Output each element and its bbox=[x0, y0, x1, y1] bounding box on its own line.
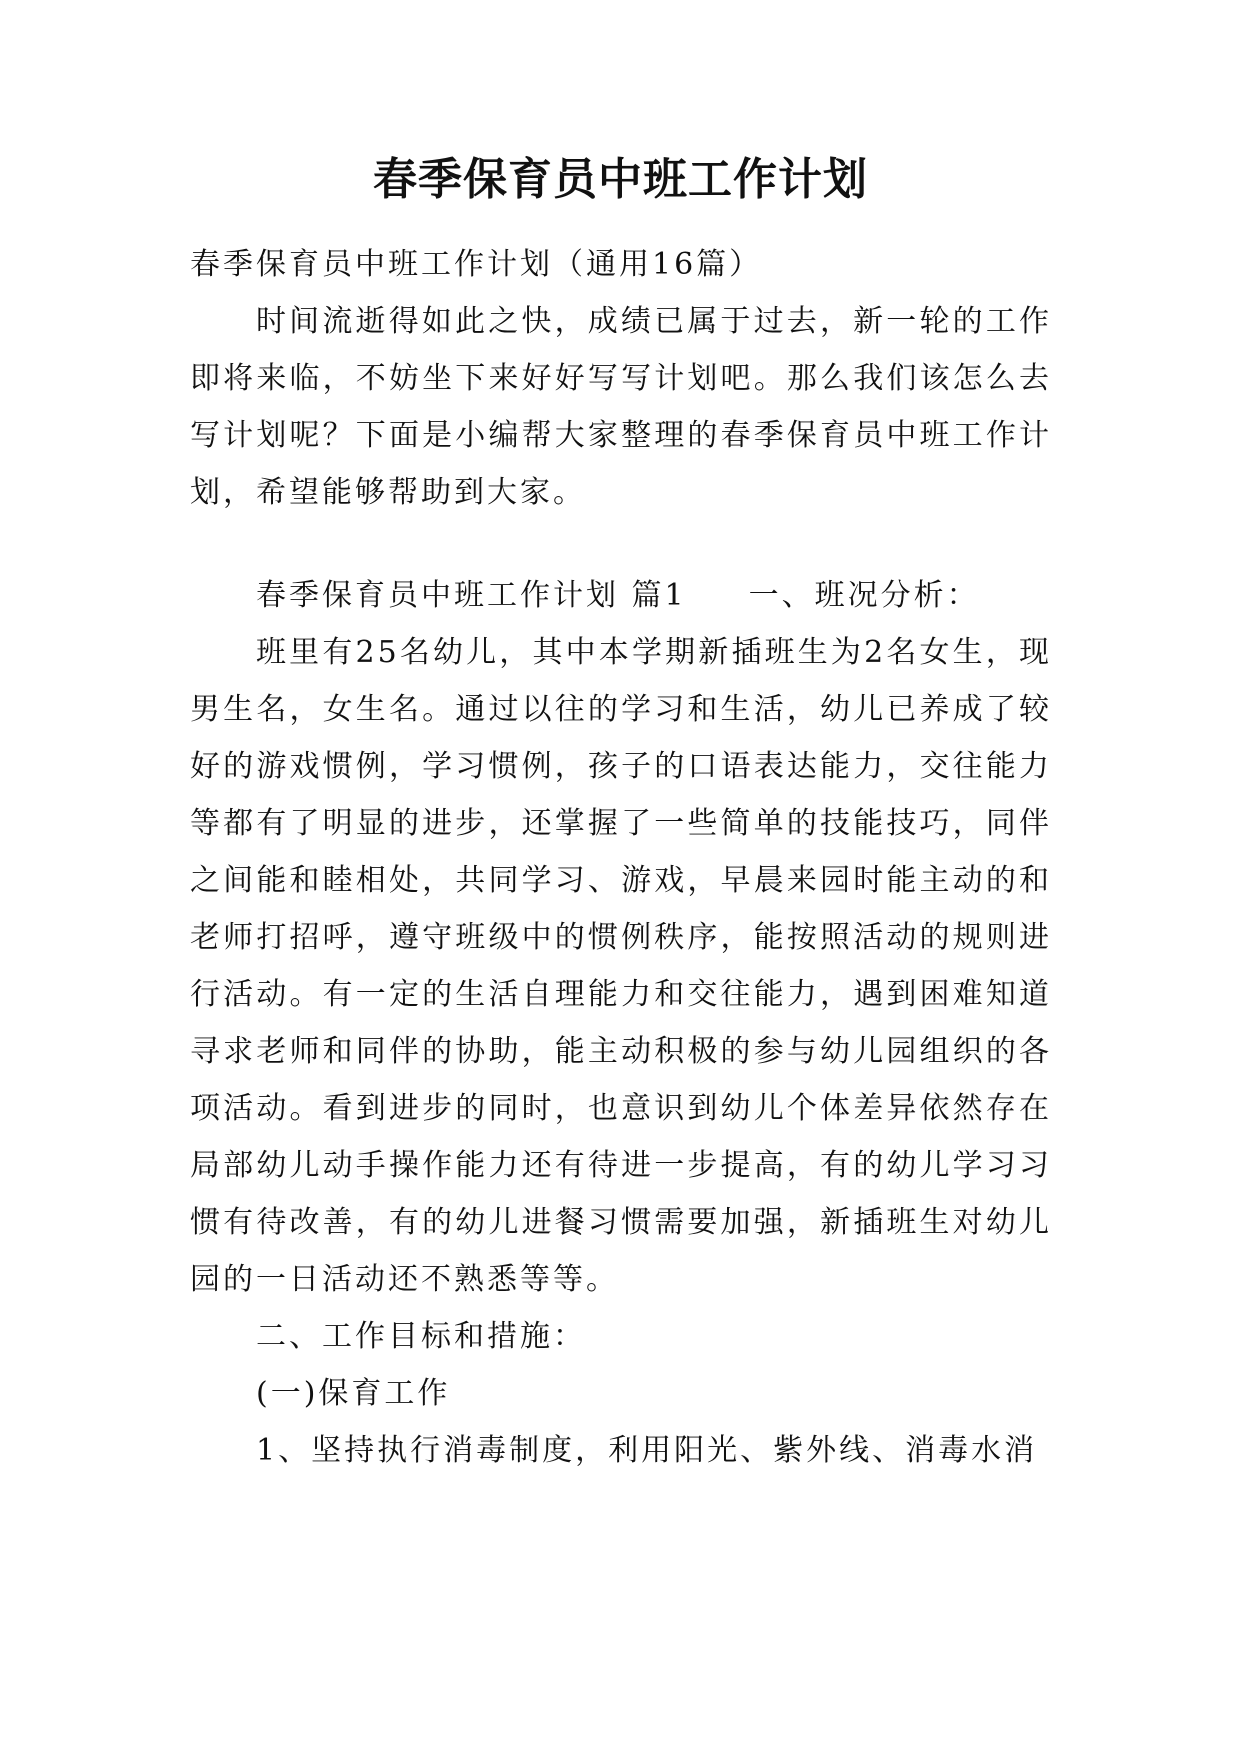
section-1 bbox=[190, 567, 1052, 1479]
document-title: 春季保育员中班工作计划 bbox=[373, 154, 868, 205]
section-1-title: 春季保育员中班工作计划 篇1 bbox=[256, 578, 687, 613]
intro-paragraph: 时间流逝得如此之快，成绩已属于过去，新一轮的工作即将来临，不妨坐下来好好写写计划吧。那么我们该怎么去写计划呢？下面是小编帮大家整理的春季保育员中班工作计划，希望能够帮助到大家。 bbox=[190, 304, 1052, 510]
document-body bbox=[190, 236, 1052, 521]
goals-heading: 二、工作目标和措施： bbox=[256, 1319, 586, 1354]
care-item-1: 1、坚持执行消毒制度，利用阳光、紫外线、消毒水消 bbox=[256, 1433, 1038, 1468]
care-work-heading: (一)保育工作 bbox=[256, 1376, 451, 1411]
section-1-heading-line bbox=[190, 567, 1052, 624]
class-analysis-heading: 一、班况分析： bbox=[748, 578, 980, 613]
document-subtitle: 春季保育员中班工作计划（通用16篇） bbox=[190, 247, 763, 282]
class-analysis-paragraph: 班里有25名幼儿，其中本学期新插班生为2名女生，现男生名，女生名。通过以往的学习和生活，幼儿已养成了较好的游戏惯例，学习惯例，孩子的口语表达能力，交往能力等都有了明显的进步，还掌握了一些简单的技能技巧，同伴之间能和睦相处，共同学习、游戏，早晨来园时能主动的和老师打招呼，遵守班级中的惯例秩序，能按照活动的规则进行活动。有一定的生活自理能力和交往能力，遇到困难知道寻求老师和同伴的协助，能主动积极的参与幼儿园组织的各项活动。看到进步的同时，也意识到幼儿个体差异依然存在局部幼儿动手操作能力还有待进一步提高，有的幼儿学习习惯有待改善，有的幼儿进餐习惯需要加强，新插班生对幼儿园的一日活动还不熟悉等等。 bbox=[190, 635, 1052, 1297]
